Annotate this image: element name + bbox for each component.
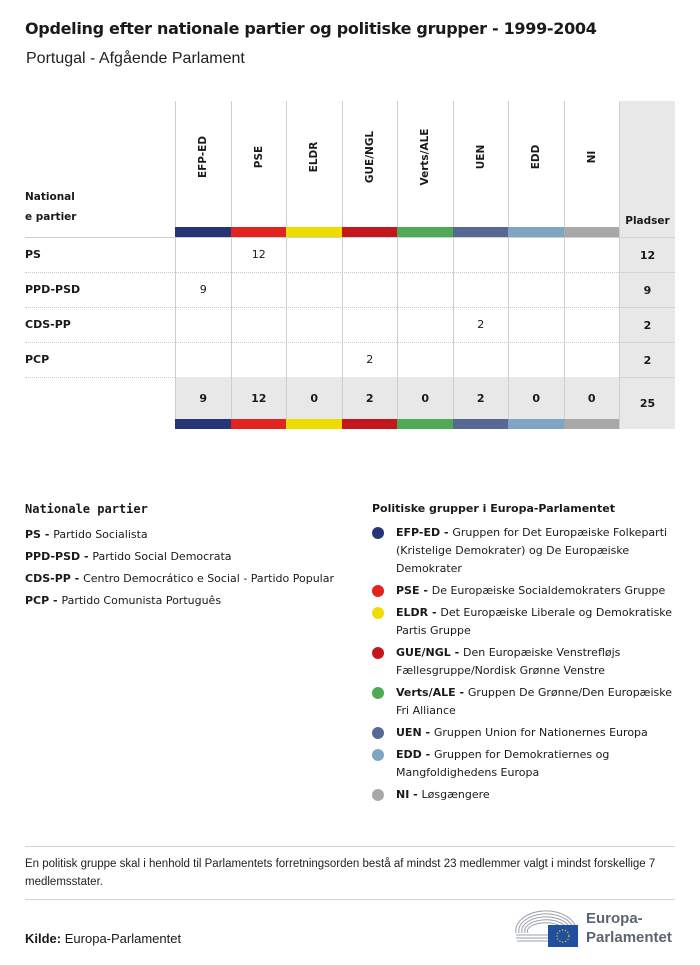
separator: - bbox=[80, 550, 93, 563]
seat-cell bbox=[508, 342, 564, 377]
divider bbox=[25, 899, 675, 900]
separator: - bbox=[40, 528, 54, 541]
color-dot-icon bbox=[372, 687, 384, 699]
separator: - bbox=[440, 526, 453, 539]
divider bbox=[25, 846, 675, 847]
separator: - bbox=[70, 572, 84, 585]
group-code: NI bbox=[396, 788, 410, 801]
group-name: Gruppen for Det Europæiske Folkeparti (Kristelige Demokrater) og De Europæiske Demokrater bbox=[396, 526, 668, 575]
group-legend-item bbox=[372, 724, 682, 742]
color-dot-icon bbox=[372, 527, 384, 539]
group-total-cell: 2 bbox=[342, 377, 398, 419]
seat-cell bbox=[286, 307, 342, 342]
separator: - bbox=[49, 594, 62, 607]
column-header bbox=[342, 101, 398, 227]
seats-grand-total: 25 bbox=[620, 377, 675, 429]
seat-distribution-table bbox=[25, 101, 675, 429]
seat-cell: 2 bbox=[453, 307, 509, 342]
logo-line-2: Parlamentet bbox=[586, 929, 672, 946]
group-color-bar bbox=[453, 227, 509, 237]
group-code-label: ELDR bbox=[308, 141, 321, 173]
separator: - bbox=[409, 788, 422, 801]
seat-cell bbox=[342, 272, 398, 307]
seat-cell bbox=[342, 307, 398, 342]
group-legend-item bbox=[372, 684, 682, 720]
group-total-cell: 9 bbox=[175, 377, 231, 419]
seat-cell bbox=[175, 307, 231, 342]
group-legend-item bbox=[372, 604, 682, 640]
seat-cell bbox=[286, 342, 342, 377]
row-label-cds-pp: CDS-PP bbox=[25, 318, 71, 331]
seat-cell bbox=[175, 237, 231, 272]
group-total-cell: 0 bbox=[564, 377, 620, 419]
group-legend-item bbox=[372, 644, 682, 680]
header-line-1: National bbox=[25, 191, 75, 203]
row-label-ppd-psd: PPD-PSD bbox=[25, 283, 81, 296]
group-code-label: EDD bbox=[530, 144, 543, 170]
logo-line-1: Europa- bbox=[586, 910, 643, 927]
national-parties-legend bbox=[25, 502, 334, 612]
group-legend-item bbox=[372, 582, 682, 600]
party-code: CDS-PP bbox=[25, 572, 71, 585]
color-dot-icon bbox=[372, 727, 384, 739]
seat-cell bbox=[397, 342, 453, 377]
seats-header: Pladser bbox=[625, 215, 670, 227]
group-code: PSE bbox=[396, 584, 420, 597]
group-code: EDD bbox=[396, 748, 422, 761]
group-name: Det Europæiske Liberale og Demokratiske Partis Gruppe bbox=[396, 606, 673, 637]
group-color-bar bbox=[231, 419, 287, 429]
seat-cell: 9 bbox=[175, 272, 231, 307]
group-legend-item bbox=[372, 786, 682, 804]
group-legend-item bbox=[372, 746, 682, 782]
group-name: Gruppen for Demokratiernes og Mangfoldighedens Europa bbox=[396, 748, 610, 779]
national-legend-item bbox=[25, 546, 334, 568]
group-color-bar bbox=[286, 419, 342, 429]
separator: - bbox=[421, 726, 434, 739]
seat-cell bbox=[564, 272, 620, 307]
group-code-label: Verts/ALE bbox=[419, 128, 432, 186]
group-color-bar bbox=[342, 419, 398, 429]
seat-cell bbox=[453, 272, 509, 307]
seat-cell: 12 bbox=[231, 237, 287, 272]
national-parties-header bbox=[25, 187, 76, 227]
party-name: Partido Socialista bbox=[53, 528, 148, 541]
group-color-bar bbox=[231, 227, 287, 237]
group-name: Løsgængere bbox=[421, 788, 490, 801]
seat-cell bbox=[286, 237, 342, 272]
group-code-label: UEN bbox=[474, 144, 487, 170]
party-name: Centro Democrático e Social - Partido Popular bbox=[83, 572, 335, 585]
group-name: Gruppen De Grønne/Den Europæiske Fri Alliance bbox=[396, 686, 673, 717]
separator: - bbox=[419, 584, 432, 597]
column-header bbox=[508, 101, 564, 227]
group-code: Verts/ALE bbox=[396, 686, 456, 699]
seat-cell bbox=[397, 237, 453, 272]
group-color-bar bbox=[397, 419, 453, 429]
political-groups-legend bbox=[372, 502, 682, 808]
europarl-logo bbox=[514, 907, 679, 951]
column-header bbox=[397, 101, 453, 227]
group-color-bar bbox=[453, 419, 509, 429]
seat-cell bbox=[231, 342, 287, 377]
party-code: PS bbox=[25, 528, 41, 541]
group-name: De Europæiske Socialdemokraters Gruppe bbox=[431, 584, 666, 597]
group-name: Gruppen Union for Nationernes Europa bbox=[433, 726, 648, 739]
column-header bbox=[231, 101, 287, 227]
national-legend-item bbox=[25, 568, 334, 590]
seat-cell bbox=[397, 272, 453, 307]
national-legend-title: Nationale partier bbox=[25, 502, 148, 516]
group-code-label: NI bbox=[585, 150, 598, 164]
group-code: GUE/NGL bbox=[396, 646, 451, 659]
seats-cell: 2 bbox=[620, 342, 675, 377]
color-dot-icon bbox=[372, 789, 384, 801]
color-dot-icon bbox=[372, 585, 384, 597]
logo-text bbox=[586, 909, 672, 947]
column-header bbox=[564, 101, 620, 227]
seat-cell bbox=[508, 307, 564, 342]
seat-cell: 2 bbox=[342, 342, 398, 377]
seat-cell bbox=[231, 307, 287, 342]
party-code: PCP bbox=[25, 594, 50, 607]
group-color-bar bbox=[286, 227, 342, 237]
group-legend-item bbox=[372, 524, 682, 578]
group-color-bar bbox=[342, 227, 398, 237]
seat-cell bbox=[286, 272, 342, 307]
seat-cell bbox=[453, 237, 509, 272]
group-color-bar bbox=[564, 419, 620, 429]
seat-cell bbox=[453, 342, 509, 377]
national-legend-item bbox=[25, 590, 334, 612]
seat-cell bbox=[231, 272, 287, 307]
seats-column bbox=[619, 101, 675, 429]
group-code-label: PSE bbox=[252, 145, 265, 169]
group-code-label: GUE/NGL bbox=[363, 130, 376, 184]
party-name: Partido Social Democrata bbox=[92, 550, 232, 563]
group-name: Den Europæiske Venstrefløjs Fællesgruppe/Nordisk Grønne Venstre bbox=[396, 646, 621, 677]
group-total-cell: 2 bbox=[453, 377, 509, 419]
separator: - bbox=[455, 686, 468, 699]
separator: - bbox=[450, 646, 463, 659]
seat-cell bbox=[564, 237, 620, 272]
hemicycle-icon bbox=[514, 909, 580, 947]
source-value: Europa-Parlamentet bbox=[64, 931, 182, 946]
seat-cell bbox=[397, 307, 453, 342]
source-line bbox=[25, 931, 181, 946]
seat-cell bbox=[508, 237, 564, 272]
group-total-cell: 0 bbox=[286, 377, 342, 419]
color-dot-icon bbox=[372, 749, 384, 761]
column-header bbox=[453, 101, 509, 227]
seat-cell bbox=[175, 342, 231, 377]
column-header bbox=[175, 101, 231, 227]
group-code-label: EFP-ED bbox=[197, 135, 210, 179]
group-color-bar bbox=[508, 227, 564, 237]
seats-cell: 2 bbox=[620, 307, 675, 342]
group-total-cell: 0 bbox=[508, 377, 564, 419]
group-total-cell: 12 bbox=[231, 377, 287, 419]
group-total-cell: 0 bbox=[397, 377, 453, 419]
group-color-bar bbox=[397, 227, 453, 237]
page-subtitle: Portugal - Afgående Parlament bbox=[26, 50, 245, 67]
group-color-bar bbox=[564, 227, 620, 237]
seat-cell bbox=[564, 307, 620, 342]
color-dot-icon bbox=[372, 647, 384, 659]
group-code: UEN bbox=[396, 726, 422, 739]
seats-cell: 12 bbox=[620, 237, 675, 272]
group-color-bar bbox=[175, 419, 231, 429]
party-name: Partido Comunista Português bbox=[61, 594, 222, 607]
seat-cell bbox=[342, 237, 398, 272]
row-label-pcp: PCP bbox=[25, 353, 50, 366]
seat-cell bbox=[508, 272, 564, 307]
party-code: PPD-PSD bbox=[25, 550, 81, 563]
separator: - bbox=[421, 748, 435, 761]
footnote: En politisk gruppe skal i henhold til Parlamentets forretningsorden bestå af mindst 23 medlemmer valgt i mindst forskellige 7 medlemsstater. bbox=[25, 858, 656, 888]
header-line-2: e partier bbox=[25, 211, 77, 223]
group-code: EFP-ED bbox=[396, 526, 441, 539]
seats-cell: 9 bbox=[620, 272, 675, 307]
group-color-bar bbox=[508, 419, 564, 429]
row-label-ps: PS bbox=[25, 248, 41, 261]
group-code: ELDR bbox=[396, 606, 429, 619]
column-header bbox=[286, 101, 342, 227]
color-dot-icon bbox=[372, 607, 384, 619]
group-legend-title: Politiske grupper i Europa-Parlamentet bbox=[372, 502, 615, 515]
seat-cell bbox=[564, 342, 620, 377]
national-legend-item bbox=[25, 524, 334, 546]
separator: - bbox=[428, 606, 441, 619]
page-title: Opdeling efter nationale partier og politiske grupper - 1999-2004 bbox=[25, 19, 597, 38]
source-label: Kilde: bbox=[25, 931, 62, 946]
group-color-bar bbox=[175, 227, 231, 237]
